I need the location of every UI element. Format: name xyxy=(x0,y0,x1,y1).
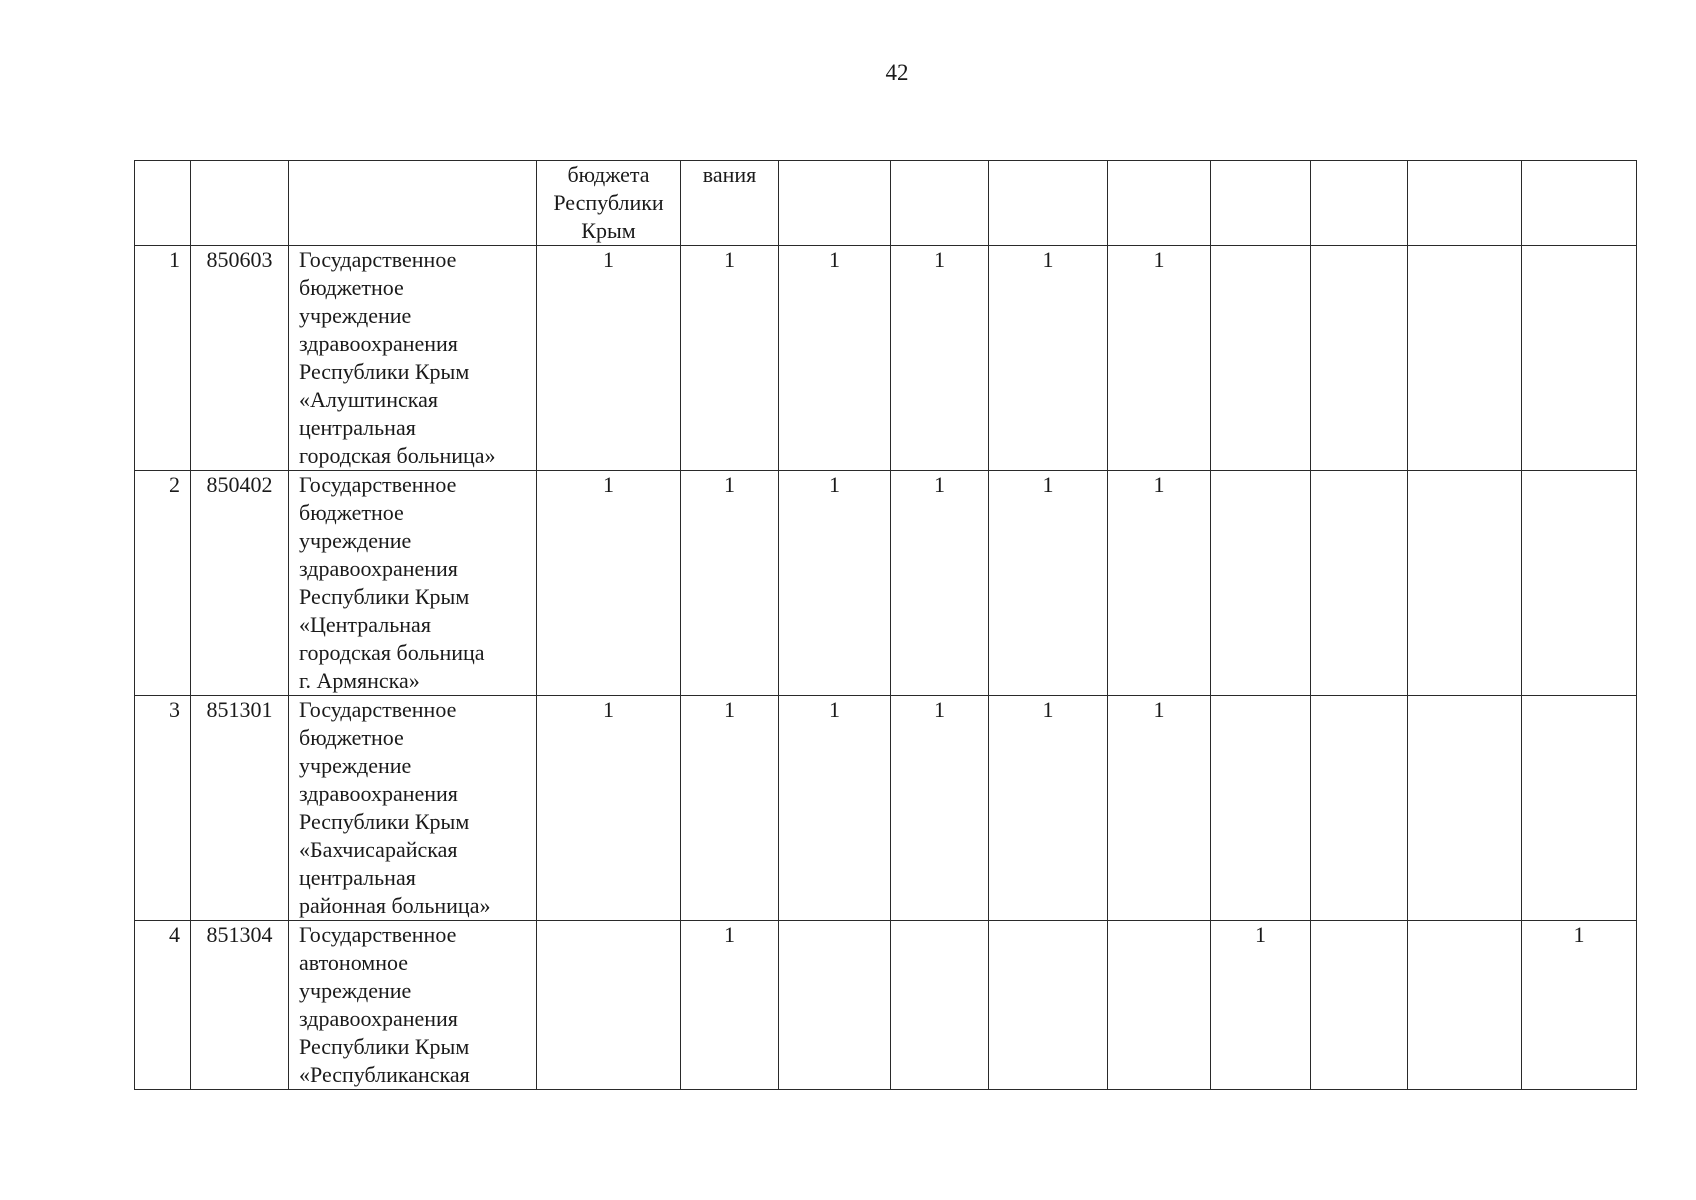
header-cell-empty xyxy=(891,161,989,246)
header-text-line: Республики xyxy=(553,190,664,215)
name-line: здравоохранения xyxy=(299,331,458,356)
header-cell-code xyxy=(191,161,289,246)
value-cell xyxy=(537,921,681,1090)
table-row xyxy=(135,246,1637,471)
name-line: «Бахчисарайская xyxy=(299,837,458,862)
name-line: городская больница xyxy=(299,640,485,665)
name-line: здравоохранения xyxy=(299,556,458,581)
name-line: городская больница» xyxy=(299,443,496,468)
name-line: «Республиканская xyxy=(299,1062,470,1087)
header-cell-empty xyxy=(1408,161,1522,246)
header-cell-empty xyxy=(779,161,891,246)
value-cell: 1 xyxy=(989,696,1108,921)
value-cell: 1 xyxy=(891,471,989,696)
value-cell: 1 xyxy=(779,696,891,921)
name-line: г. Армянска» xyxy=(299,668,420,693)
value-cell xyxy=(1311,246,1408,471)
institution-name-cell xyxy=(289,471,537,696)
name-line: «Алуштинская xyxy=(299,387,438,412)
value-cell: 1 xyxy=(1108,246,1211,471)
value-cell xyxy=(1311,471,1408,696)
value-cell xyxy=(891,921,989,1090)
value-cell: 1 xyxy=(779,471,891,696)
name-line: учреждение xyxy=(299,303,412,328)
value-cell: 1 xyxy=(989,246,1108,471)
header-text-line: бюджета xyxy=(567,162,650,187)
table-row xyxy=(135,921,1637,1090)
value-cell: 1 xyxy=(681,471,779,696)
header-cell-name xyxy=(289,161,537,246)
header-cell-empty xyxy=(1311,161,1408,246)
value-cell: 1 xyxy=(1108,471,1211,696)
institution-code-cell: 850402 xyxy=(191,471,289,696)
name-line: бюджетное xyxy=(299,725,404,750)
name-line: здравоохранения xyxy=(299,781,458,806)
page-number: 42 xyxy=(885,60,909,85)
value-cell: 1 xyxy=(1522,921,1637,1090)
value-cell: 1 xyxy=(681,696,779,921)
row-number-cell: 4 xyxy=(135,921,191,1090)
value-cell: 1 xyxy=(1108,696,1211,921)
row-number-cell: 2 xyxy=(135,471,191,696)
name-line: Республики Крым xyxy=(299,359,470,384)
value-cell: 1 xyxy=(681,921,779,1090)
value-cell: 1 xyxy=(681,246,779,471)
value-cell xyxy=(1408,696,1522,921)
value-cell: 1 xyxy=(1211,921,1311,1090)
value-cell xyxy=(1408,921,1522,1090)
name-line: учреждение xyxy=(299,528,412,553)
name-line: Республики Крым xyxy=(299,809,470,834)
value-cell xyxy=(1211,246,1311,471)
name-line: центральная xyxy=(299,865,416,890)
header-cell-no xyxy=(135,161,191,246)
value-cell: 1 xyxy=(537,246,681,471)
value-cell xyxy=(989,921,1108,1090)
row-number-cell: 3 xyxy=(135,696,191,921)
institution-code-cell: 850603 xyxy=(191,246,289,471)
value-cell xyxy=(1211,471,1311,696)
name-line: Республики Крым xyxy=(299,1034,470,1059)
value-cell: 1 xyxy=(891,246,989,471)
value-cell xyxy=(779,921,891,1090)
name-line: здравоохранения xyxy=(299,1006,458,1031)
table-header-row xyxy=(135,161,1637,246)
table-row xyxy=(135,471,1637,696)
institution-name-cell xyxy=(289,246,537,471)
value-cell: 1 xyxy=(891,696,989,921)
name-line: «Центральная xyxy=(299,612,431,637)
value-cell xyxy=(1522,246,1637,471)
value-cell xyxy=(1522,696,1637,921)
name-line: районная больница» xyxy=(299,893,491,918)
header-text-line: вания xyxy=(702,162,757,187)
header-cell-budget xyxy=(537,161,681,246)
value-cell xyxy=(1311,921,1408,1090)
name-line: Государственное xyxy=(299,697,457,722)
value-cell: 1 xyxy=(779,246,891,471)
table-row xyxy=(135,696,1637,921)
name-line: центральная xyxy=(299,415,416,440)
row-number-cell: 1 xyxy=(135,246,191,471)
value-cell xyxy=(1311,696,1408,921)
header-cell-empty xyxy=(1108,161,1211,246)
name-line: Государственное xyxy=(299,247,457,272)
header-text-line: Крым xyxy=(581,218,636,243)
value-cell: 1 xyxy=(537,696,681,921)
institution-code-cell: 851304 xyxy=(191,921,289,1090)
institution-code-cell: 851301 xyxy=(191,696,289,921)
institution-name-cell xyxy=(289,921,537,1090)
name-line: Республики Крым xyxy=(299,584,470,609)
header-cell-empty xyxy=(1211,161,1311,246)
name-line: учреждение xyxy=(299,753,412,778)
name-line: бюджетное xyxy=(299,275,404,300)
name-line: бюджетное xyxy=(299,500,404,525)
name-line: учреждение xyxy=(299,978,412,1003)
value-cell xyxy=(1408,471,1522,696)
header-cell-empty xyxy=(989,161,1108,246)
value-cell xyxy=(1108,921,1211,1090)
value-cell: 1 xyxy=(537,471,681,696)
value-cell xyxy=(1408,246,1522,471)
institution-name-cell xyxy=(289,696,537,921)
value-cell: 1 xyxy=(989,471,1108,696)
name-line: Государственное xyxy=(299,472,457,497)
data-table xyxy=(134,160,1637,1090)
name-line: Государственное xyxy=(299,922,457,947)
header-cell-financing xyxy=(681,161,779,246)
value-cell xyxy=(1522,471,1637,696)
name-line: автономное xyxy=(299,950,409,975)
value-cell xyxy=(1211,696,1311,921)
header-cell-empty xyxy=(1522,161,1637,246)
